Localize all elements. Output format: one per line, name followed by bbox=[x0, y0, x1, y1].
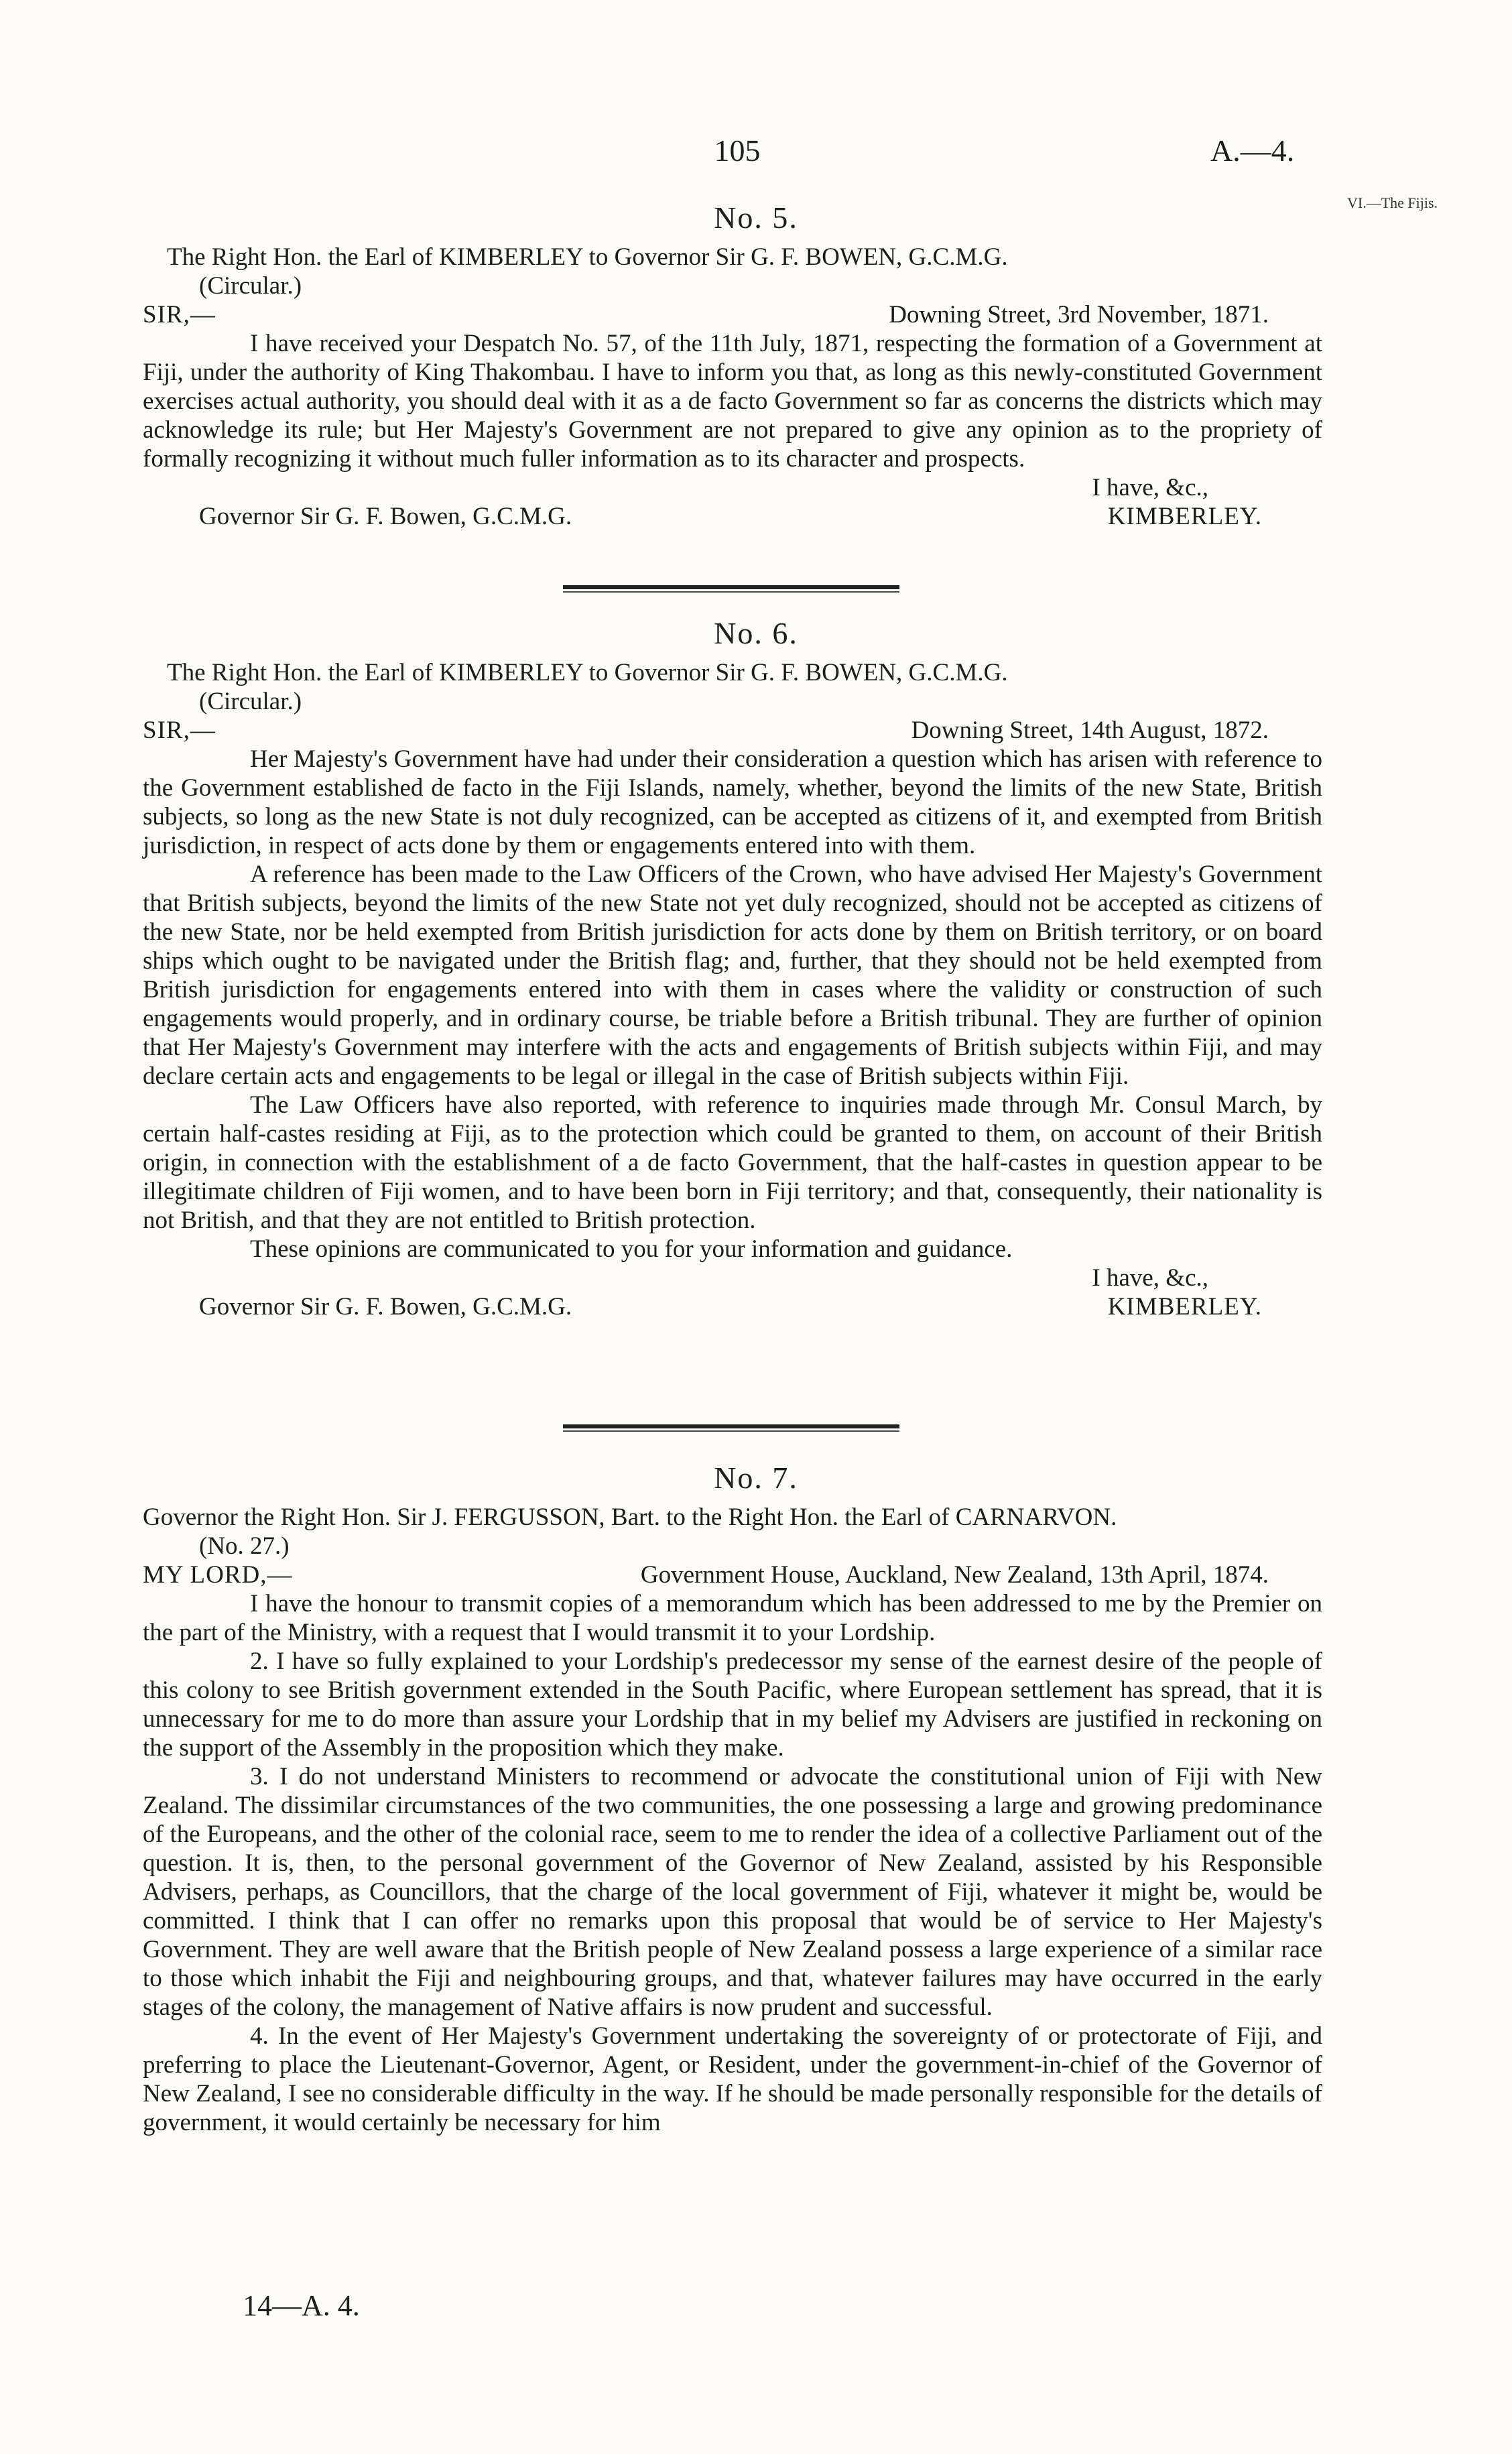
letter5-salutation: SIR,— bbox=[143, 301, 216, 328]
letter7-paragraph-3: 3. I do not understand Ministers to recommend or advocate the constitutional union of Fiji with New Zealand. The dissimilar circumstances of the two communities, the one possessing a large and growing predominance of the Europeans, and the other of the colonial race, seem to me to render the idea of a collective Parliament out of the question. It is, then, to the personal government of the Governor of New Zealand, assisted by his Responsible Advisers, perhaps, as Councillors, that the charge of the local government of Fiji, whatever it might be, would be committed. I think that I can offer no remarks upon this proposal that would be of service to Her Majesty's Government. They are well aware that the British people of New Zealand possess a large experience of a similar race to those which inhabit the Fiji and neighbouring groups, and that, whatever failures may have occurred in the early stages of the colony, the management of Native affairs is now prudent and successful. bbox=[143, 1763, 1322, 2021]
letter6-signature-row bbox=[143, 1292, 1322, 1321]
letter7-paragraph-4: 4. In the event of Her Majesty's Government undertaking the sovereignty of or protectorate of Fiji, and preferring to place the Lieutenant-Governor, Agent, or Resident, under the government-in-chief of the Governor of New Zealand, I see no considerable difficulty in the way. If he should be made personally responsible for the details of government, it would certainly be necessary for him bbox=[143, 2022, 1322, 2136]
letter7-paragraph-2: 2. I have so fully explained to your Lordship's predecessor my sense of the earnest desire of the people of this colony to see British government extended in the South Pacific, where European settlement has spread, that it is unnecessary for me to do more than assure your Lordship that in my belief my Advisers are justified in reckoning on the support of the Assembly in the proposition which they make. bbox=[143, 1648, 1322, 1762]
letter5-address: The Right Hon. the Earl of KIMBERLEY to Governor Sir G. F. BOWEN, G.C.M.G. bbox=[167, 243, 1008, 271]
letter6-paragraph-3: The Law Officers have also reported, with reference to inquiries made through Mr. Consul March, by certain half-castes residing at Fiji, as to the protection which could be granted to them, on account of their British origin, in connection with the establishment of a de facto Government, that the half-castes in question appear to be illegitimate children of Fiji women, and to have been born in Fiji territory; and that, consequently, their nationality is not British, and that they are not entitled to British protection. bbox=[143, 1091, 1322, 1234]
letter6-paragraph-2: A reference has been made to the Law Officers of the Crown, who have advised Her Majesty's Government that British subjects, beyond the limits of the new State not yet duly recognized, should not be accepted as citizens of the new State, nor be held exempted from British jurisdiction for acts done by them on British territory, or on board ships which ought to be navigated under the British flag; and, further, that they should not be held exempted from British jurisdiction for engagements entered into with them in cases where the validity or construction of such engagements would properly, and in ordinary course, be triable before a British tribunal. They are further of opinion that Her Majesty's Government may interfere with the acts and engagements of British subjects within Fiji, and may declare certain acts and engagements to be legal or illegal in the case of British subjects within Fiji. bbox=[143, 861, 1322, 1090]
letter6-paragraph-1: Her Majesty's Government have had under their consideration a question which has arisen with reference to the Government established de facto in the Fiji Islands, namely, whether, beyond the limits of the new State, British subjects, so long as the new State is not duly recognized, can be accepted as citizens of it, and exempted from British jurisdiction, in respect of acts done by them or engagements entered into with them. bbox=[143, 745, 1322, 859]
letter5-body: I have received your Despatch No. 57, of the 11th July, 1871, respecting the formation of a Government at Fiji, under the authority of King Thakombau. I have to inform you that, as long as this newly-constituted Government exercises actual authority, you should deal with it as a de facto Government so far as concerns the districts which may acknowledge its rule; but Her Majesty's Government are not prepared to give any opinion as to the propriety of formally recognizing it without much fuller information as to its character and prospects. bbox=[143, 330, 1322, 473]
letter5-place-date: Downing Street, 3rd November, 1871. bbox=[889, 301, 1269, 328]
section-divider bbox=[563, 585, 899, 589]
letter6-address: The Right Hon. the Earl of KIMBERLEY to Governor Sir G. F. BOWEN, G.C.M.G. bbox=[167, 659, 1008, 686]
page-number: 105 bbox=[714, 133, 761, 168]
letter6-circular: (Circular.) bbox=[199, 688, 302, 715]
letter7-address: Governor the Right Hon. Sir J. FERGUSSON, Bart. to the Right Hon. the Earl of CARNARVON. bbox=[143, 1504, 1117, 1531]
section-divider bbox=[563, 1424, 899, 1428]
letter5-circular: (Circular.) bbox=[199, 272, 302, 300]
letter6-closing: I have, &c., bbox=[1092, 1264, 1208, 1292]
letter5-recipient: Governor Sir G. F. Bowen, G.C.M.G. bbox=[199, 503, 572, 530]
letter6 bbox=[143, 658, 1322, 1321]
letter7-salutation: MY LORD,— bbox=[143, 1561, 293, 1589]
letter5 bbox=[143, 243, 1322, 531]
letter5-salutation-row bbox=[143, 300, 1322, 329]
letter6-paragraph-4: These opinions are communicated to you for your information and guidance. bbox=[250, 1235, 1013, 1263]
letter7 bbox=[143, 1503, 1322, 2137]
margin-note: VI.—The Fijis. bbox=[1347, 194, 1438, 211]
letter7-number: (No. 27.) bbox=[199, 1532, 290, 1560]
letter7-paragraph-1: I have the honour to transmit copies of a memorandum which has been addressed to me by the Premier on the part of the Ministry, with a request that I would transmit it to your Lordship. bbox=[143, 1590, 1322, 1646]
letter6-recipient: Governor Sir G. F. Bowen, G.C.M.G. bbox=[199, 1293, 572, 1321]
letter5-closing: I have, &c., bbox=[1092, 474, 1208, 501]
signature-mark: 14—A. 4. bbox=[243, 2289, 360, 2322]
series-reference: A.—4. bbox=[1210, 133, 1295, 168]
letter7-salutation-row bbox=[143, 1560, 1322, 1589]
letter7-place-date: Government House, Auckland, New Zealand, 13th April, 1874. bbox=[640, 1561, 1269, 1589]
letter6-place-date: Downing Street, 14th August, 1872. bbox=[911, 717, 1269, 744]
letter6-signature: KIMBERLEY. bbox=[1107, 1293, 1262, 1321]
letter5-signature-row bbox=[143, 502, 1322, 531]
letter5-title: No. 5. bbox=[714, 200, 798, 235]
letter6-salutation-row bbox=[143, 716, 1322, 745]
letter5-signature: KIMBERLEY. bbox=[1107, 503, 1262, 530]
letter6-title: No. 6. bbox=[714, 616, 798, 650]
letter6-salutation: SIR,— bbox=[143, 717, 216, 744]
letter7-title: No. 7. bbox=[714, 1461, 798, 1495]
